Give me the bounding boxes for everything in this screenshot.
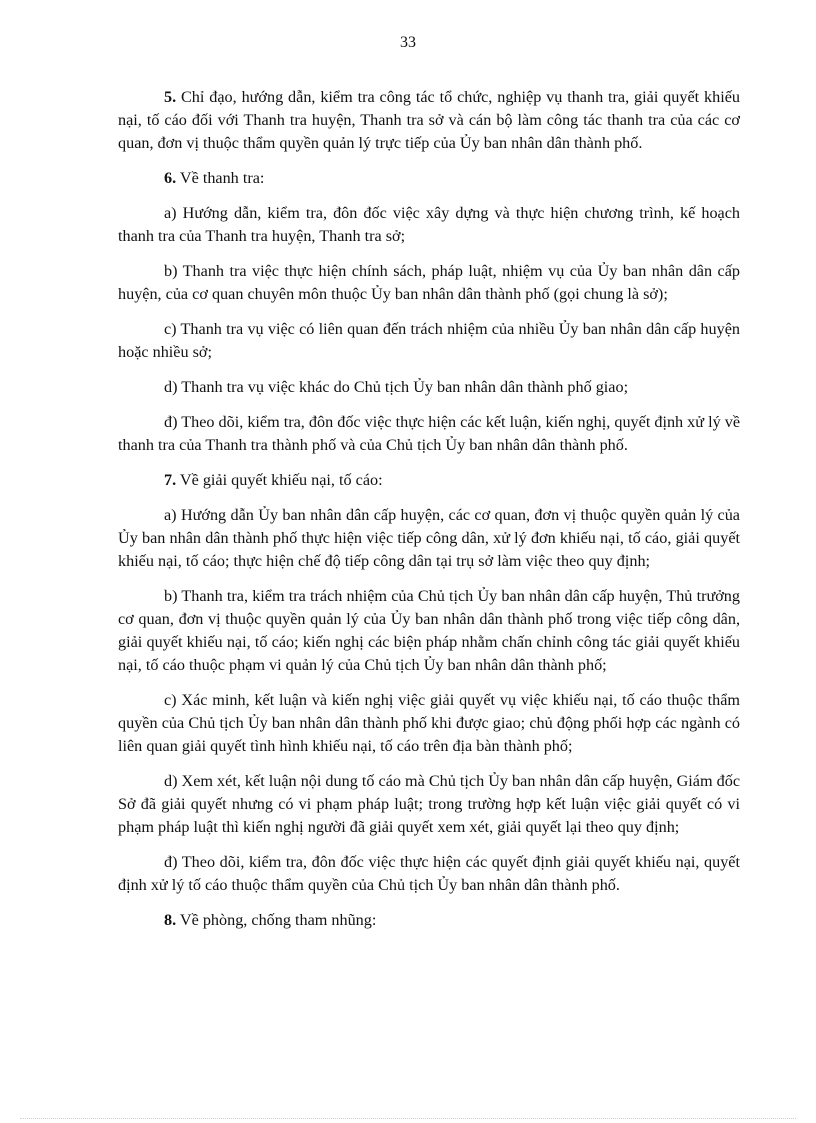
document-body <box>118 86 740 944</box>
item-7dd: đ) Theo dõi, kiểm tra, đôn đốc việc thực hiện các quyết định giải quyết khiếu nại, quyết định xử lý tố cáo thuộc thẩm quyền của Chủ tịch Ủy ban nhân dân thành phố. <box>118 853 740 894</box>
item-6d: d) Thanh tra vụ việc khác do Chủ tịch Ủy ban nhân dân thành phố giao; <box>164 378 629 396</box>
heading-7 <box>118 469 740 492</box>
item-6b: b) Thanh tra việc thực hiện chính sách, pháp luật, nhiệm vụ của Ủy ban nhân dân cấp huyện, của cơ quan chuyên môn thuộc Ủy ban nhân dân thành phố (gọi chung là sở); <box>118 262 740 303</box>
section-number: 6. <box>164 169 177 187</box>
item-7c: c) Xác minh, kết luận và kiến nghị việc giải quyết vụ việc khiếu nại, tố cáo thuộc thẩm quyền của Chủ tịch Ủy ban nhân dân thành phố khi được giao; chủ động phối hợp các ngành có liên quan giải quyết tình hình khiếu nại, tố cáo trên địa bàn thành phố; <box>118 691 740 755</box>
page-footer-divider <box>20 1118 796 1119</box>
item-7b: b) Thanh tra, kiểm tra trách nhiệm của Chủ tịch Ủy ban nhân dân cấp huyện, Thủ trưởng cơ quan, đơn vị thuộc quyền quản lý của Ủy ban nhân dân thành phố trong việc tiếp công dân, giải quyết khiếu nại, tố cáo; kiến nghị các biện pháp nhằm chấn chỉnh công tác giải quyết khiếu nại, tố cáo thuộc phạm vi quản lý của Chủ tịch Ủy ban nhân dân thành phố; <box>118 587 740 674</box>
paragraph-text: Về giải quyết khiếu nại, tố cáo: <box>176 471 383 489</box>
item-7a: a) Hướng dẫn Ủy ban nhân dân cấp huyện, các cơ quan, đơn vị thuộc quyền quản lý của Ủy ban nhân dân thành phố thực hiện việc tiếp công dân, xử lý đơn khiếu nại, tố cáo, giải quyết khiếu nại, tố cáo; thực hiện chế độ tiếp công dân tại trụ sở làm việc theo quy định; <box>118 506 740 570</box>
section-number: 5. <box>164 88 177 106</box>
item-7d: d) Xem xét, kết luận nội dung tố cáo mà Chủ tịch Ủy ban nhân dân cấp huyện, Giám đốc Sở đã giải quyết nhưng có vi phạm pháp luật; trong trường hợp kết luận việc giải quyết có vi phạm pháp luật thì kiến nghị người đã giải quyết xem xét, giải quyết lại theo quy định; <box>118 772 740 836</box>
paragraph-text: Chỉ đạo, hướng dẫn, kiểm tra công tác tổ chức, nghiệp vụ thanh tra, giải quyết khiếu nại, tố cáo đối với Thanh tra huyện, Thanh tra sở và cán bộ làm công tác thanh tra của các cơ quan, đơn vị thuộc thẩm quyền quản lý trực tiếp của Ủy ban nhân dân thành phố. <box>118 88 740 152</box>
item-6dd: đ) Theo dõi, kiểm tra, đôn đốc việc thực hiện các kết luận, kiến nghị, quyết định xử lý về thanh tra của Thanh tra thành phố và của Chủ tịch Ủy ban nhân dân thành phố. <box>118 413 741 454</box>
paragraph-text: Về thanh tra: <box>176 169 265 187</box>
section-number: 7. <box>164 471 177 489</box>
paragraph-5 <box>118 86 740 155</box>
paragraph-text: Về phòng, chống tham nhũng: <box>176 911 377 929</box>
page-number: 33 <box>400 34 416 51</box>
heading-8 <box>118 909 740 932</box>
heading-6 <box>118 167 740 190</box>
section-number: 8. <box>164 911 177 929</box>
item-6c: c) Thanh tra vụ việc có liên quan đến trách nhiệm của nhiều Ủy ban nhân dân cấp huyện hoặc nhiều sở; <box>118 320 740 361</box>
item-6a: a) Hướng dẫn, kiểm tra, đôn đốc việc xây dựng và thực hiện chương trình, kế hoạch thanh tra của Thanh tra huyện, Thanh tra sở; <box>118 204 740 245</box>
